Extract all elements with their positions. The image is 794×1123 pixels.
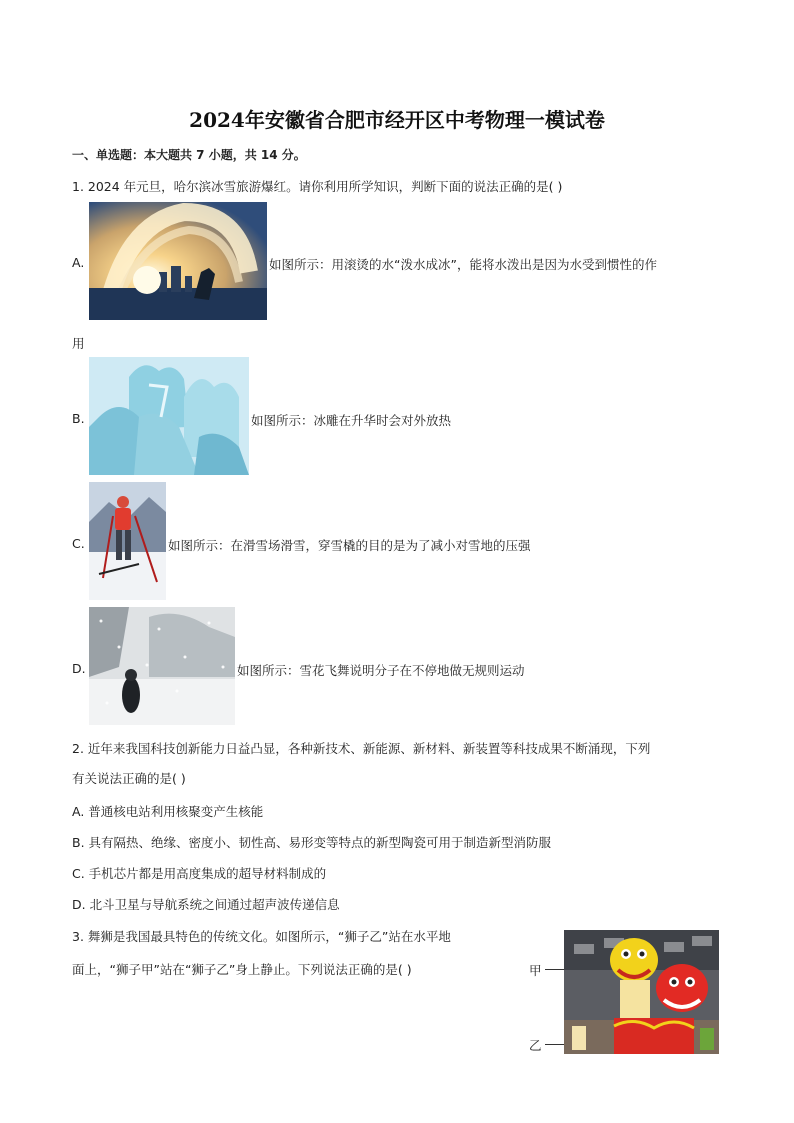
q1-option-a-image — [89, 202, 267, 320]
q1-option-a-continuation: 用 — [72, 336, 85, 351]
q3-lion-dance-image — [564, 930, 719, 1054]
q1-option-b-text: 如图所示：冰雕在升华时会对外放热 — [251, 413, 452, 428]
q2-option-b: B. 具有隔热、绝缘、密度小、韧性高、易形变等特点的新型陶瓷可用于制造新型消防服 — [72, 835, 552, 850]
q2-option-c: C. 手机芯片都是用高度集成的超导材料制成的 — [72, 866, 327, 881]
q1-option-a-letter: A. — [72, 255, 85, 270]
q3-label-yi: 乙 — [529, 1038, 542, 1053]
q1-option-b-image — [89, 357, 249, 475]
q1-option-d-text: 如图所示：雪花飞舞说明分子在不停地做无规则运动 — [237, 663, 525, 678]
section-heading: 一、单选题：本大题共 7 小题，共 14 分。 — [72, 148, 306, 162]
q1-stem: 1. 2024 年元旦，哈尔滨冰雪旅游爆红。请你利用所学知识，判断下面的说法正确的是( ) — [72, 179, 563, 194]
q2-stem-line2: 有关说法正确的是( ) — [72, 771, 186, 786]
q3-label-jia: 甲 — [529, 963, 542, 978]
q1-option-d-letter: D. — [72, 661, 86, 676]
q2-option-d: D. 北斗卫星与导航系统之间通过超声波传递信息 — [72, 897, 340, 912]
q1-option-c-letter: C. — [72, 536, 85, 551]
page-title: 2024年安徽省合肥市经开区中考物理一模试卷 — [189, 108, 605, 132]
q3-pointer-line-jia — [545, 969, 565, 970]
q1-option-c-text: 如图所示：在滑雪场滑雪，穿雪橇的目的是为了减小对雪地的压强 — [168, 538, 531, 553]
q2-option-a: A. 普通核电站利用核聚变产生核能 — [72, 804, 264, 819]
q1-option-a-text: 如图所示：用滚烫的水“泼水成冰”，能将水泼出是因为水受到惯性的作 — [269, 257, 657, 272]
q1-option-d-image — [89, 607, 235, 725]
q1-option-c-image — [89, 482, 166, 600]
q3-stem-line1: 3. 舞狮是我国最具特色的传统文化。如图所示，“狮子乙”站在水平地 — [72, 929, 451, 944]
q2-stem-line1: 2. 近年来我国科技创新能力日益凸显，各种新技术、新能源、新材料、新装置等科技成果不断涌现，下列 — [72, 741, 651, 756]
q3-stem-line2: 面上，“狮子甲”站在“狮子乙”身上静止。下列说法正确的是( ) — [72, 962, 412, 977]
q1-option-b-letter: B. — [72, 411, 85, 426]
